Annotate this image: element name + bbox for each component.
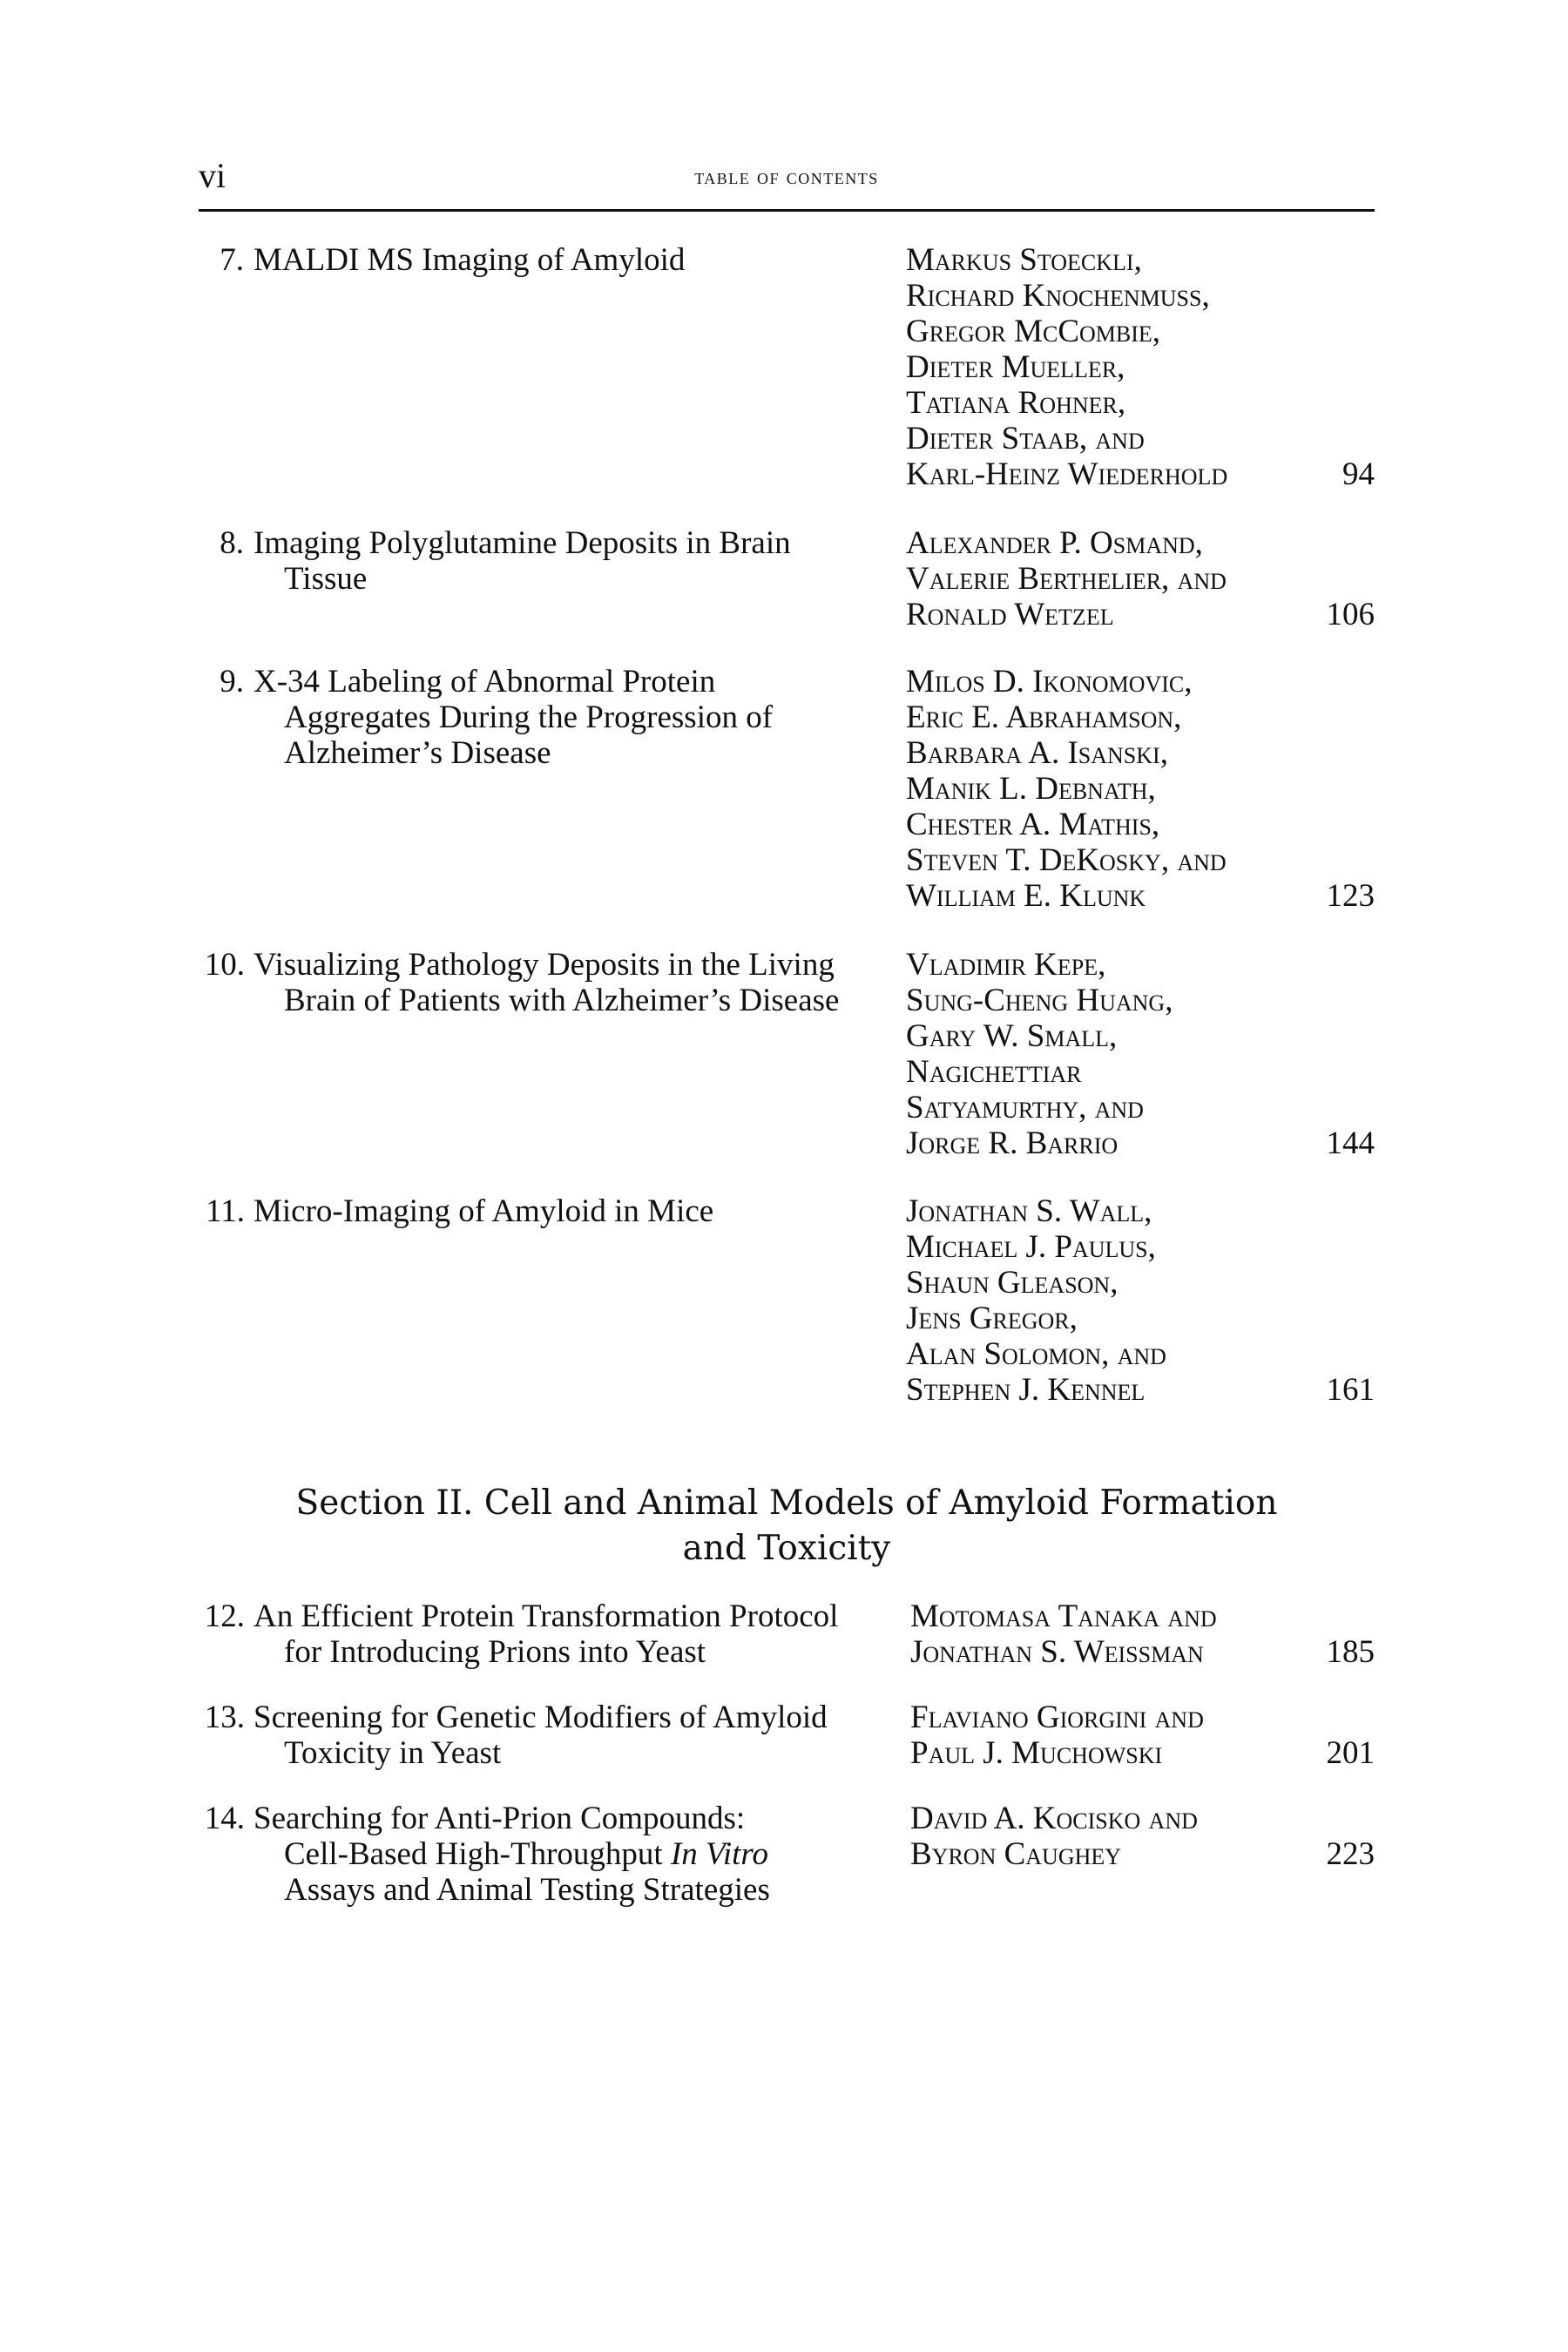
author-line: Karl-Heinz Wiederhold: [906, 456, 1228, 492]
author-line: Alan Solomon, and: [906, 1336, 1166, 1372]
author-line: Motomasa Tanaka and: [910, 1598, 1217, 1634]
author-line: Alexander P. Osmand,: [906, 525, 1203, 561]
entry-title-line: Visualizing Pathology Deposits in the Living: [253, 947, 835, 983]
author-line: Valerie Berthelier, and: [906, 561, 1227, 597]
entry-number: 10.: [204, 947, 245, 983]
entry-title[interactable]: [253, 1598, 838, 1670]
entry-page-number[interactable]: 201: [1326, 1735, 1375, 1771]
author-line: Dieter Staab, and: [906, 421, 1145, 456]
entry-title[interactable]: [253, 1700, 828, 1771]
entry-title-line: Tissue: [284, 561, 368, 597]
author-line: Gary W. Small,: [906, 1018, 1118, 1054]
entry-authors: [910, 1801, 1198, 1872]
author-line: Vladimir Kepe,: [906, 947, 1106, 983]
entry-title[interactable]: [253, 1193, 713, 1229]
author-line: Gregor McCombie,: [906, 314, 1161, 349]
author-line: Barbara A. Isanski,: [906, 735, 1168, 771]
entry-title-line: Assays and Animal Testing Strategies: [284, 1872, 770, 1908]
author-line: Stephen J. Kennel: [906, 1372, 1146, 1408]
entry-title-line: Searching for Anti-Prion Compounds:: [253, 1801, 746, 1836]
entry-title-line: Alzheimer’s Disease: [284, 735, 551, 771]
author-line: Paul J. Muchowski: [910, 1735, 1163, 1771]
header-rule: [199, 209, 1375, 212]
section-heading-line: Section II. Cell and Animal Models of Amyloid Formation: [295, 1484, 1278, 1523]
author-line: Jonathan S. Wall,: [906, 1193, 1152, 1229]
author-line: Ronald Wetzel: [906, 597, 1114, 632]
page-number-roman: vi: [199, 156, 226, 195]
section-heading-line: and Toxicity: [682, 1529, 891, 1568]
entry-page-number[interactable]: 223: [1326, 1836, 1375, 1872]
author-line: Milos D. Ikonomovic,: [906, 664, 1193, 700]
author-line: Steven T. DeKosky, and: [906, 842, 1227, 878]
entry-authors: [906, 242, 1227, 492]
entry-title[interactable]: [253, 242, 685, 278]
entry-page-number[interactable]: 144: [1326, 1125, 1375, 1161]
author-line: Eric E. Abrahamson,: [906, 700, 1182, 735]
entry-title-line: Screening for Genetic Modifiers of Amyloid: [253, 1700, 828, 1735]
entry-title-line: for Introducing Prions into Yeast: [284, 1634, 706, 1670]
entry-number: 13.: [204, 1700, 245, 1735]
entry-title-line: Imaging Polyglutamine Deposits in Brain: [253, 525, 791, 561]
entry-title-line: An Efficient Protein Transformation Protocol: [253, 1598, 839, 1634]
author-line: Sung-Cheng Huang,: [906, 983, 1173, 1018]
author-line: Richard Knochenmuss,: [906, 278, 1210, 314]
entry-title-line: [253, 1836, 770, 1872]
entry-page-number[interactable]: 185: [1326, 1634, 1375, 1670]
author-line: Michael J. Paulus,: [906, 1229, 1156, 1265]
entry-number: 9.: [220, 664, 244, 700]
author-line: Chester A. Mathis,: [906, 807, 1160, 842]
author-line: Dieter Mueller,: [906, 349, 1125, 385]
entry-title-line: Aggregates During the Progression of: [284, 700, 774, 735]
entry-page-number[interactable]: 94: [1342, 456, 1375, 492]
author-line: David A. Kocisko and: [910, 1801, 1198, 1836]
entry-title-line: Toxicity in Yeast: [284, 1735, 502, 1771]
entry-title[interactable]: [253, 525, 791, 597]
entry-title-text: Cell-Based High-Throughput: [284, 1836, 671, 1872]
section-heading: [199, 1481, 1375, 1571]
entry-title-italic: In Vitro: [670, 1836, 768, 1872]
author-line: Jonathan S. Weissman: [910, 1634, 1204, 1670]
author-line: Shaun Gleason,: [906, 1265, 1119, 1301]
entry-title-line: X-34 Labeling of Abnormal Protein: [253, 664, 716, 700]
entry-authors: [910, 1598, 1217, 1670]
entry-title[interactable]: [253, 947, 839, 1018]
author-line: Manik L. Debnath,: [906, 771, 1156, 807]
author-line: Byron Caughey: [910, 1836, 1122, 1872]
author-line: Jens Gregor,: [906, 1301, 1078, 1336]
entry-page-number[interactable]: 106: [1326, 597, 1375, 632]
entry-page-number[interactable]: 123: [1326, 878, 1375, 914]
entry-title[interactable]: [253, 664, 773, 771]
author-line: William E. Klunk: [906, 878, 1146, 914]
author-line: Jorge R. Barrio: [906, 1125, 1119, 1161]
author-line: Markus Stoeckli,: [906, 242, 1142, 278]
entry-title-line: Brain of Patients with Alzheimer’s Disease: [284, 983, 840, 1018]
entry-authors: [910, 1700, 1204, 1771]
author-line: Tatiana Rohner,: [906, 385, 1126, 421]
running-head: table of contents: [694, 166, 879, 189]
entry-number: 11.: [206, 1193, 245, 1229]
entry-number: 12.: [204, 1598, 245, 1634]
author-line: Satyamurthy, and: [906, 1090, 1144, 1125]
entry-title-line: Micro-Imaging of Amyloid in Mice: [253, 1193, 714, 1229]
entry-authors: [906, 1193, 1166, 1408]
entry-authors: [906, 947, 1173, 1161]
author-line: Nagichettiar: [906, 1054, 1082, 1090]
entry-number: 8.: [220, 525, 244, 561]
entry-authors: [906, 664, 1227, 914]
entry-title-line: MALDI MS Imaging of Amyloid: [253, 242, 686, 278]
entry-number: 14.: [204, 1801, 245, 1836]
entry-authors: [906, 525, 1227, 632]
entry-number: 7.: [220, 242, 244, 278]
author-line: Flaviano Giorgini and: [910, 1700, 1204, 1735]
entry-title[interactable]: [253, 1801, 770, 1908]
entry-page-number[interactable]: 161: [1326, 1372, 1375, 1408]
